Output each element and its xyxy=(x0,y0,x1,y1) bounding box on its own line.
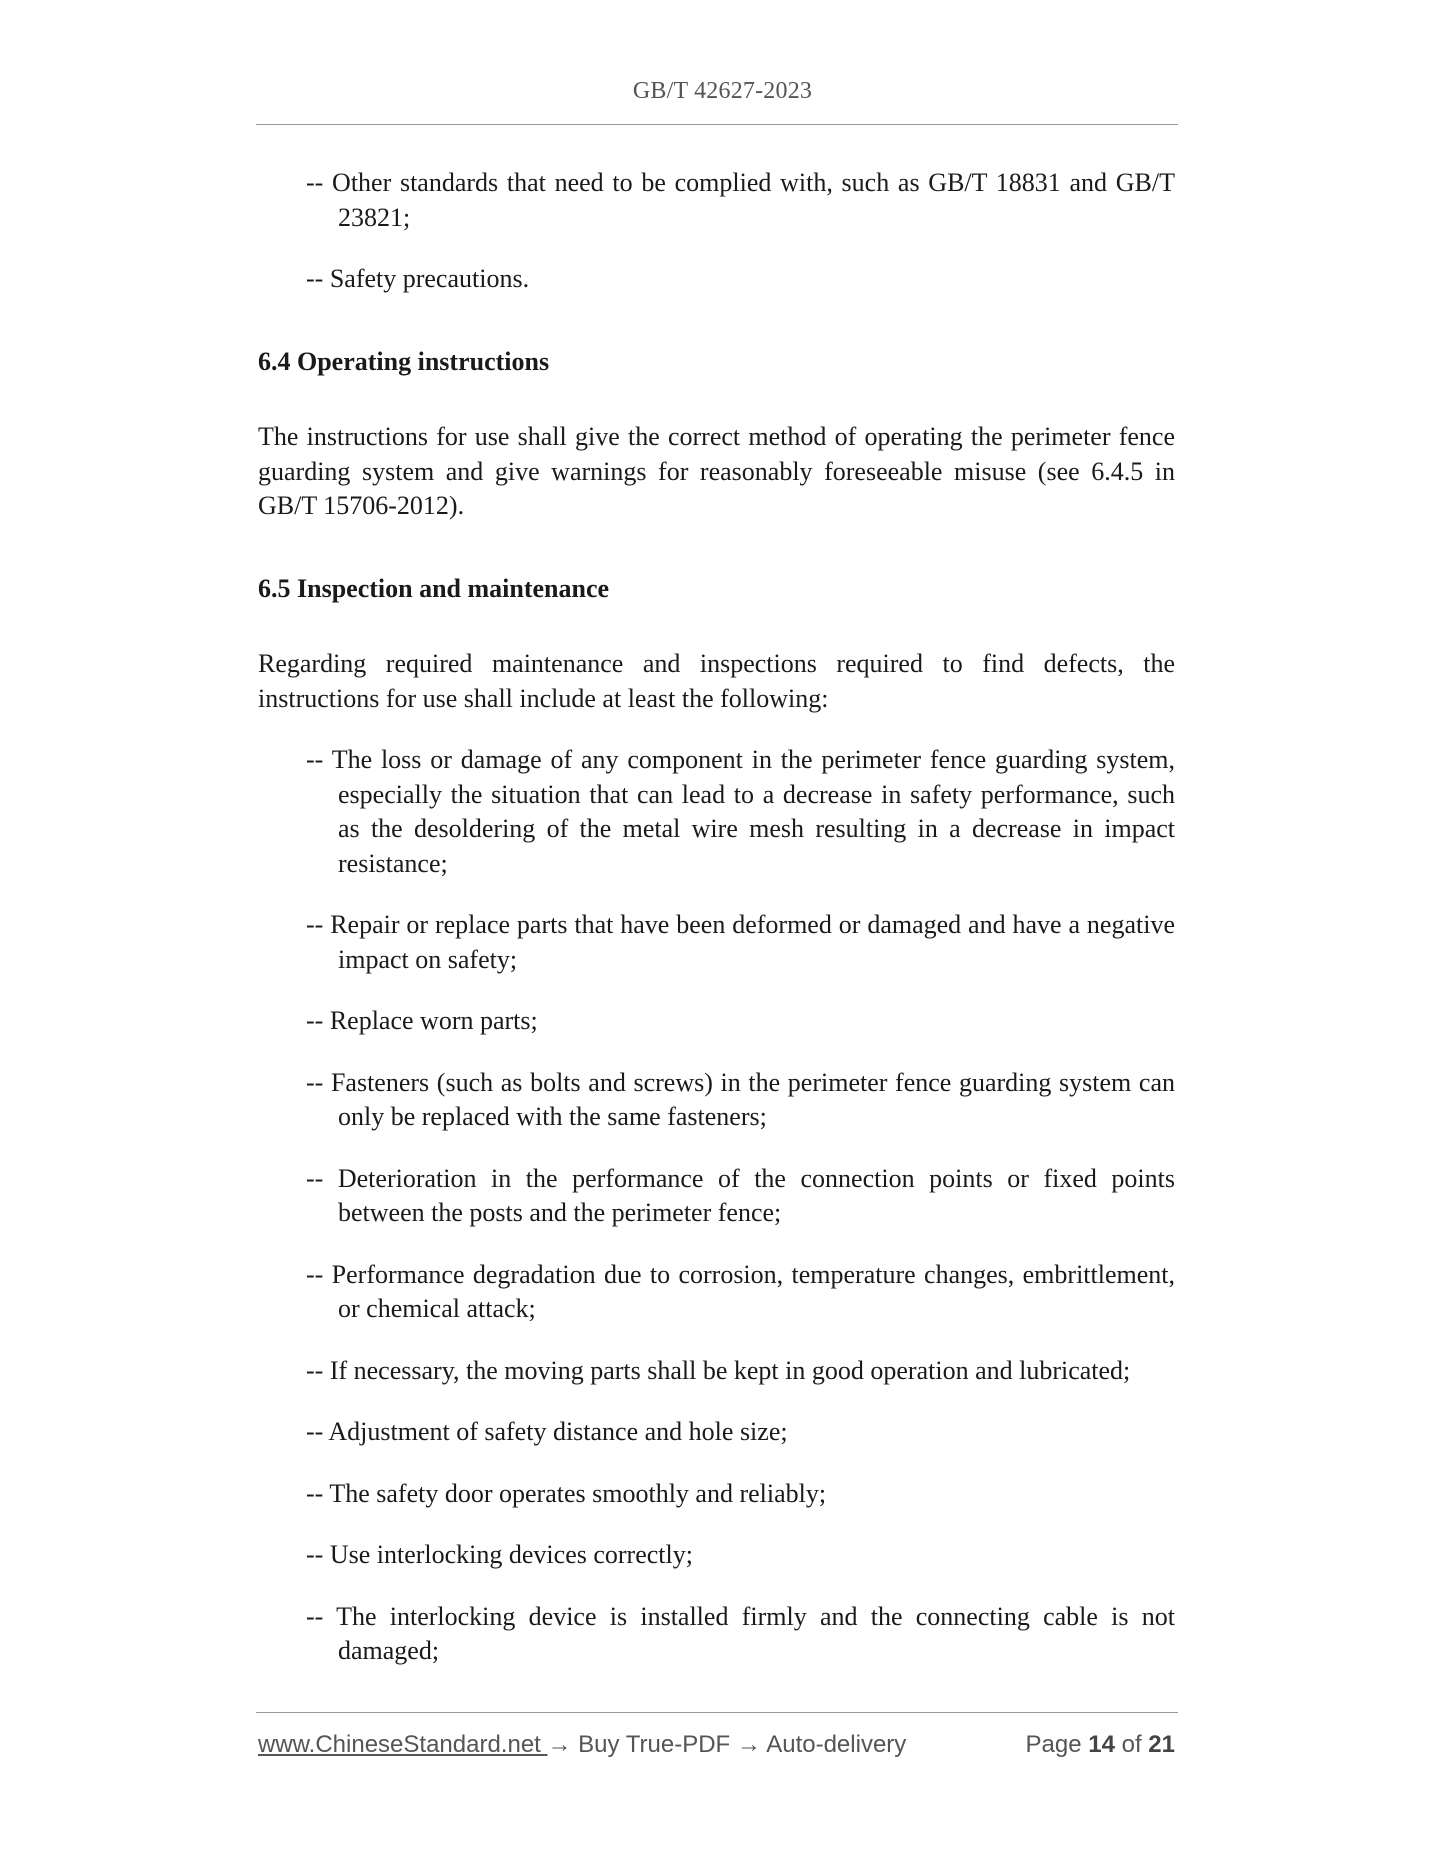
list-item: -- The safety door operates smoothly and reliably; xyxy=(306,1478,827,1508)
list-item: -- Adjustment of safety distance and hole size; xyxy=(306,1417,788,1446)
section-heading-6-5: 6.5 Inspection and maintenance xyxy=(258,573,610,603)
page-footer xyxy=(258,1728,1175,1762)
section-heading-6-4: 6.4 Operating instructions xyxy=(258,346,550,376)
header-title: GB/T 42627-2023 xyxy=(632,78,813,104)
current-page-number: 14 xyxy=(1088,1731,1115,1758)
list-item: -- Safety precautions. xyxy=(306,264,530,293)
section-body-6-4: The instructions for use shall give the correct method of operating the perimeter fence guarding system and give warnings for reasonably foreseeable misuse (see 6.4.5 in GB/T 15706-2012). xyxy=(258,422,1175,520)
footer-promo xyxy=(258,1728,906,1762)
total-page-number: 21 xyxy=(1148,1731,1175,1758)
list-item: -- Fasteners (such as bolts and screws) in the perimeter fence guarding system can only be replaced with the same fasteners; xyxy=(306,1067,1175,1131)
footer-promo-text: → Buy True-PDF → Auto-delivery xyxy=(547,1731,907,1758)
list-item: -- The interlocking device is installed firmly and the connecting cable is not damaged; xyxy=(306,1601,1175,1665)
list-item: -- Other standards that need to be complied with, such as GB/T 18831 and GB/T 23821; xyxy=(306,168,1175,232)
list-item: -- Use interlocking devices correctly; xyxy=(306,1540,693,1569)
page-number xyxy=(1026,1728,1175,1762)
page-label: Page xyxy=(1025,1731,1089,1758)
list-item: -- The loss or damage of any component in the perimeter fence guarding system, especially the situation that can lead to a decrease in safety performance, such as the desoldering of the metal wire mesh resulting in a decrease in impact resistance; xyxy=(306,745,1175,878)
page-content xyxy=(258,166,1175,1696)
footer-divider xyxy=(256,1712,1178,1713)
list-item: -- Repair or replace parts that have been deformed or damaged and have a negative impact on safety; xyxy=(306,910,1175,974)
list-item: -- Replace worn parts; xyxy=(306,1006,538,1035)
list-item: -- Deterioration in the performance of the connection points or fixed points between the posts and the perimeter fence; xyxy=(306,1163,1175,1227)
list-item: -- Performance degradation due to corrosion, temperature changes, embrittlement, or chemical attack; xyxy=(306,1259,1175,1323)
of-label: of xyxy=(1114,1731,1149,1758)
header-divider xyxy=(256,124,1178,125)
list-item: -- If necessary, the moving parts shall be kept in good operation and lubricated; xyxy=(306,1355,1131,1385)
website-link[interactable]: www.ChineseStandard.net xyxy=(258,1731,548,1758)
section-intro-6-5: Regarding required maintenance and inspections required to find defects, the instructions for use shall include at least the following: xyxy=(258,649,1175,713)
